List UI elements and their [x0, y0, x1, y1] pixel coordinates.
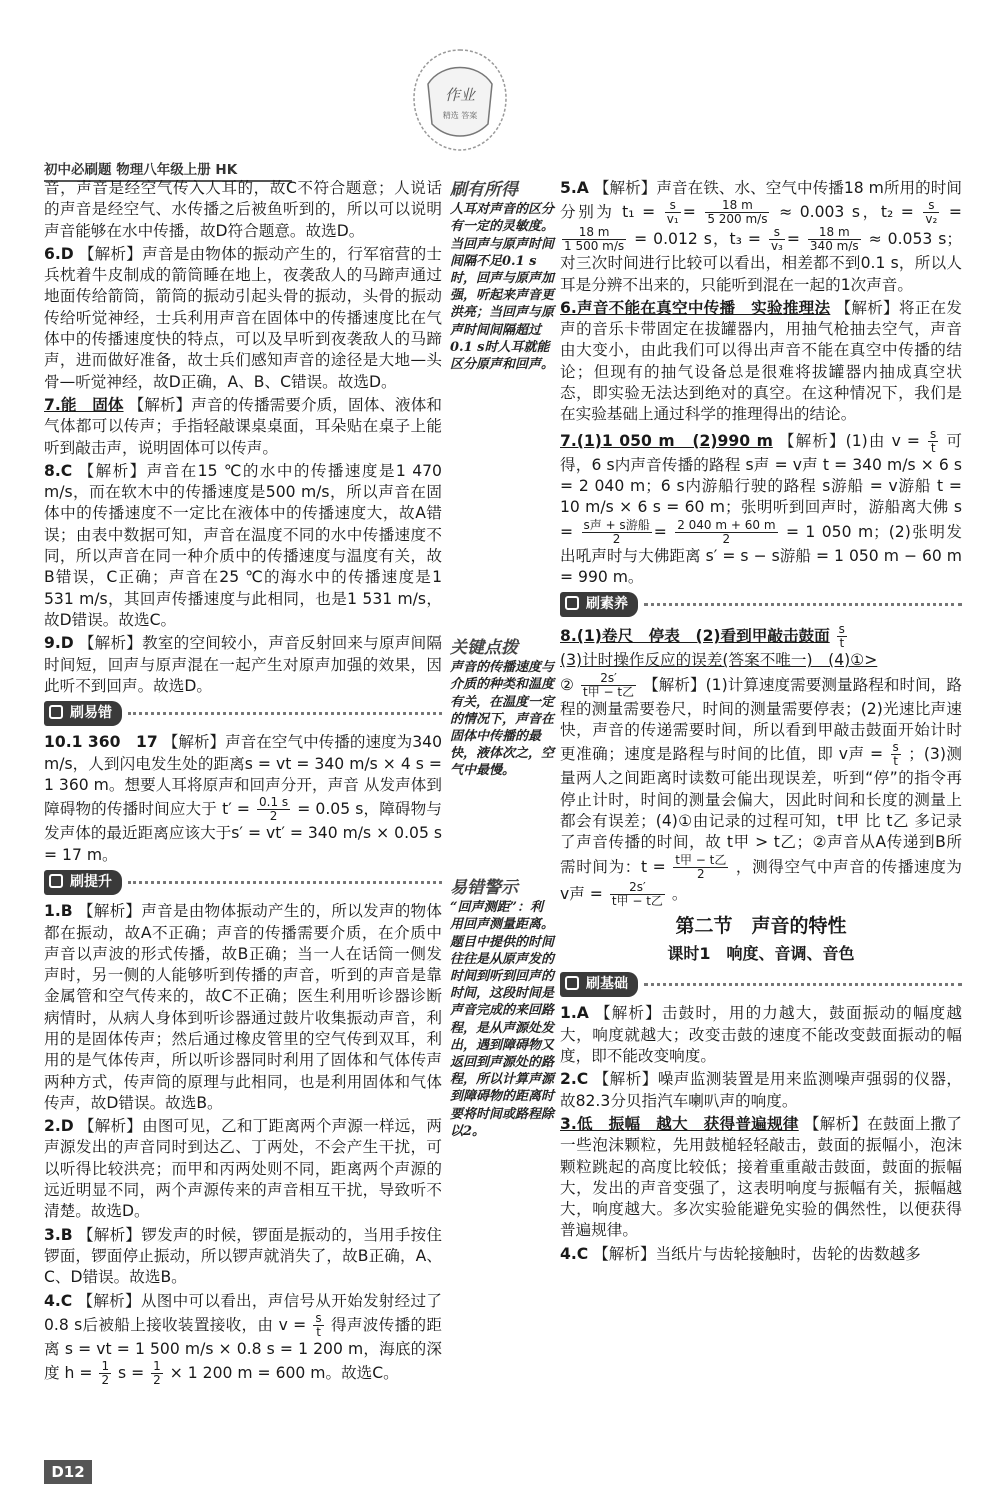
answer-number: 7.能 固体	[44, 395, 124, 414]
answer-text: 【解析】当纸片与齿轮接触时，齿轮的齿数越多	[593, 1244, 921, 1263]
fraction-denominator: t	[930, 440, 936, 455]
side-note-text: “回声测距”：利用回声测量距离。题目中提供的时间往往是从原声发的时间到听到回声的时间，这段时间是声音完成的来回路程，是从声源处发出，遇到障碍物又返回到声源处的路程，所以计算声源到障碍物的距离时要将时间或路程除以2。	[450, 900, 555, 1139]
chapter-heading: 第二节 声音的特性	[675, 914, 847, 937]
answer-text: = 0.012 s，t₃ =	[634, 230, 761, 249]
answer-item-t2	[44, 1116, 442, 1222]
answer-text: =	[948, 203, 962, 222]
section-tag-tisheng	[44, 870, 442, 895]
fraction-numerator: s	[930, 426, 937, 441]
fraction	[673, 854, 728, 881]
fraction-denominator: 2	[722, 531, 731, 546]
fraction-denominator: t	[316, 1324, 321, 1339]
svg-text:精选 答案: 精选 答案	[442, 111, 478, 120]
answer-text: ；(3)测量两人之间距离时读数可能出现误差，听到“停”的指令再停止计时，时间的测量会偏大，因此时间和长度的测量上都会有误差；(4)①由记录的过程可知，t甲 比 t乙 多记录了声音传播的时间，故 t甲 > t乙；②声音从A传递到B所需时间为：t =	[560, 745, 962, 876]
answer-item-t4	[44, 1291, 442, 1388]
fraction-denominator: t甲 − t乙	[611, 893, 663, 908]
answer-number: 1.B	[44, 902, 73, 921]
section-tag-label: 刷易错	[44, 701, 122, 726]
side-note-guanjiandianbo	[450, 640, 554, 780]
side-note-title: 易错警示	[450, 878, 518, 898]
answer-item-8	[44, 461, 442, 631]
section-tag-yicuo	[44, 701, 442, 726]
fraction	[562, 226, 626, 253]
fraction-numerator: s	[923, 199, 939, 213]
side-note-shuayousuode	[450, 182, 554, 373]
answer-number: 4.C	[560, 1244, 589, 1263]
fraction	[705, 199, 769, 226]
homework-stamp-logo	[408, 44, 512, 156]
answer-item-6r	[560, 298, 962, 426]
answer-text: 【解析】锣发声的时候，锣面是振动的，当用手按住锣面，锣面停止振动，所以锣声就消失了，故B正确，A、C、D错误。故选B。	[44, 1225, 442, 1287]
fraction-denominator: 2	[153, 1373, 161, 1388]
answer-number: 2.D	[44, 1117, 74, 1136]
side-note-title: 刷有所得	[450, 180, 518, 200]
section-tag-label: 刷基础	[560, 972, 638, 997]
fraction	[581, 672, 636, 699]
side-note-yicuojingshi	[450, 880, 554, 1140]
answer-number: 3.B	[44, 1225, 73, 1244]
fraction-denominator: 2	[696, 866, 705, 881]
answer-text: 【解析】声音的传播需要介质，固体、液体和气体都可以传声；手指轻敲课桌桌面，耳朵贴在桌子上能听到敲击声，说明固体可以传声。	[44, 395, 442, 457]
answer-number: 7.(1)1 050 m (2)990 m	[560, 431, 773, 450]
fraction	[257, 796, 290, 823]
answer-item-7	[44, 395, 442, 459]
answer-text: ≈ 0.053 s；对三次时间进行比较可以看出，相差都不到0.1 s，所以人耳是分辨不出来的，只能听到混在一起的1次声音。	[560, 230, 962, 294]
dotted-divider	[644, 983, 962, 986]
fraction	[610, 881, 665, 908]
fraction-denominator: t	[839, 636, 845, 651]
fraction-numerator: 1	[153, 1359, 161, 1374]
right-column	[560, 178, 962, 1267]
answer-text: = 1 050 m；(2)张明发出吼声时与大佛距离 s′ = s − s游船 = 1 050 m − 60 m = 990 m。	[560, 522, 962, 586]
fraction-numerator: s	[838, 622, 845, 637]
answer-number: 9.D	[44, 634, 74, 653]
answer-item-7r: 7.(1)1 050 m (2)990 m 【解析】(1)由 v = $\frac{s}{t}$ 可得，6 s内声音传播的路程 s声 = v声 t = 340 m/s × 6 s = 2 040 m；6 s内游船行驶的路程 s游船 = v游船 t = 10 m/s × 6 s = 60 m；张明听到回声时，游船离大佛 s = $\frac{\text{s声 + s游船}}{2}$ = $\frac{2 040 m + 60 m}{2}$ = 1 050 m；(2)张明发出吼声时与大佛距离 s′ = s − s游船 = 1 050 m − 60 m = 990 m。	[560, 426, 962, 586]
answer-number: 6.D	[44, 244, 74, 263]
fraction-denominator: 2	[101, 1373, 110, 1388]
dotted-divider	[644, 603, 962, 606]
fraction	[769, 226, 785, 253]
fraction-numerator: 2s′	[610, 881, 665, 895]
answer-text: s =	[118, 1364, 145, 1383]
dotted-divider	[128, 881, 442, 884]
answer-text: 。	[671, 884, 688, 903]
section-tag-jichu	[560, 972, 962, 997]
fraction-denominator: 2	[612, 531, 621, 546]
paragraph: 音，声音是经空气传入人耳的，故C不符合题意；人说话的声音是经空气、水传播之后被鱼听到的，所以可以说明声音能够在水中传播，故D符合题意。故选D。	[44, 179, 442, 240]
answer-number: 5.A	[560, 179, 589, 197]
answer-text: 【解析】在鼓面上撒了一些泡沫颗粒，先用鼓槌轻轻敲击，鼓面的振幅小，泡沫颗粒跳起的高度比较低；接着重重敲击鼓面，鼓面的振幅大，发出的声音变强了，这表明响度与振幅有关，振幅越大，响度越大。多次实验能避免实验的偶然性，以便获得普遍规律。	[560, 1114, 962, 1240]
page-number: D12	[44, 1460, 92, 1484]
fraction-denominator: v₂	[925, 212, 938, 227]
fraction	[151, 1360, 163, 1387]
dotted-divider	[128, 712, 442, 715]
answer-text: 【解析】(1)由 v =	[778, 431, 920, 450]
fraction-numerator: s	[315, 1310, 322, 1325]
fraction-denominator: 1 500 m/s	[564, 239, 625, 254]
answer-item-b4	[560, 1244, 962, 1265]
answer-text: 可得，6 s内声音传播的路程 s声 = v声 t = 340 m/s × 6 s = 2 040 m；6 s内游船行驶的路程 s游船 = v游船 t = 10 m/s × 6 s = 60 m；张明听到回声时，游船离大佛 s =	[560, 431, 962, 541]
answer-item-b1	[560, 1003, 962, 1067]
answer-number: 4.C	[44, 1291, 73, 1310]
answer-text: 【解析】声音是由物体振动产生的，所以发声的物体都在振动，故A不正确；声音的传播需要介质，在介质中声音以声波的形式传播，故B正确；当一人在话筒一侧发声时，另一侧的人能够听到传播的声音，听到的声音是靠金属管和空气传来的，故C不正确；医生利用听诊器诊断病情时，从病人身体到听诊器通过鼓片收集振动声音，利用的是固体传声；然后通过橡皮管里的空气传到双耳，利用的是气体传声，所以听诊器同时利用了固体和气体传声两种方式，传声筒的原理与此相同，也是利用固体和气体传声，故D错误。故选B。	[44, 902, 442, 1112]
fraction	[891, 741, 901, 768]
lesson-heading: 课时1 响度、音调、音色	[667, 943, 855, 963]
answer-number: 10.1 360 17	[44, 733, 158, 752]
answer-text: 【解析】从图中可以看出，声信号从开始发射经过了0.8 s后被船上接收装置接收，由 v =	[44, 1291, 442, 1334]
section-tag-label: 刷提升	[44, 870, 122, 895]
section-tag-label: 刷素养	[560, 592, 638, 617]
answer-item-9	[44, 633, 442, 697]
fraction	[665, 199, 681, 226]
fraction	[313, 1312, 323, 1339]
answer-text: ≈ 0.003 s，t₂ =	[779, 203, 914, 222]
fraction-numerator: 2 040 m + 60 m	[677, 517, 776, 532]
fraction	[808, 226, 861, 253]
answer-text: 【解析】噪声监测装置是用来监测噪声强弱的仪器，故82.3分贝指汽车喇叭声的响度。	[560, 1070, 962, 1110]
fraction-denominator: 340 m/s	[809, 239, 859, 254]
answer-item-5: 5.A 【解析】声音在铁、水、空气中传播18 m所用的时间分别为 t₁ = $\frac{s}{\text{v₁}}$ = $\frac{18 m}{5 200 m/s}$ ≈ 0.003 s，t₂ = $\frac{s}{\text{v₂}}$ = $\frac{18 m}{1 500 m/s}$ = 0.012 s，t₃ = $\frac{s}{\text{v₃}}$ = $\frac{18 m}{340 m/s}$ ≈ 0.053 s；对三次时间进行比较可以看出，相差都不到0.1 s，所以人耳是分辨不出来的，只能听到混在一起的1次声音。	[560, 179, 962, 294]
answer-item-10	[44, 732, 442, 865]
answer-text: 【解析】(1)计算速度需要测量路程和时间，路程的测量需要卷尺，时间的测量需要停表；(2)光速比声速快，声音的传递需要时间，所以看到甲敲击鼓面开始计时更准确；速度是路程与时间的比值，即 v声 =	[560, 675, 962, 764]
fraction	[99, 1360, 111, 1387]
answer-text: ，测得空气中声音的传播速度为 v声 =	[560, 857, 962, 903]
answer-number: 6.声音不能在真空中传播 实验推理法	[560, 298, 831, 317]
page-header: 初中必刷题 物理八年级上册 HK	[44, 158, 292, 182]
fraction	[837, 623, 847, 650]
fraction-numerator: 0.1 s	[259, 795, 289, 810]
answer-number: 3.低 振幅 越大 获得普遍规律	[560, 1114, 799, 1133]
svg-text:作业: 作业	[444, 86, 476, 104]
answer-text: 【解析】声音是由物体的振动产生的，行军宿营的士兵枕着牛皮制成的箭筒睡在地上，夜袭敌人的马蹄声通过地面传给箭筒，箭筒的振动引起头骨的振动，头骨的振动传给听觉神经，士兵利用声音在固体中的传播速度比在气体中的传播速度快的特点，可以及早听到夜袭敌人的马蹄声，进而做好准备，故士兵们感知声音的途径是大地—头骨—听觉神经，故D正确，A、B、C错误。故选D。	[44, 244, 442, 391]
fraction-denominator: 2	[269, 809, 278, 824]
fraction-numerator: 1	[101, 1359, 110, 1374]
answer-item-t1	[44, 901, 442, 1114]
answer-line: (3)计时操作反应的误差(答案不唯一) (4)①>	[560, 651, 878, 670]
fraction-denominator: t甲 − t乙	[583, 684, 635, 699]
answer-text: 得声波传播的距离 s = vt = 1 500 m/s × 0.8 s = 1 200 m，海底的深度 h =	[44, 1315, 442, 1383]
fraction-numerator: s	[892, 740, 899, 755]
fraction-numerator: t甲 − t乙	[675, 852, 727, 867]
fraction-denominator: v₁	[666, 212, 679, 227]
answer-number: 2.C	[560, 1070, 589, 1089]
answer-item-8r	[560, 623, 962, 907]
side-note-text: 人耳对声音的区分有一定的灵敏度。当回声与原声时间间隔不足0.1 s时，回声与原声加强，听起来声音更洪亮；当回声与原声时间间隔超过0.1 s时人耳就能区分原声和回声。	[450, 202, 555, 373]
answer-text: 从发声体到障碍物的传播时间应大于 t′ =	[44, 776, 442, 819]
answer-text: × 1 200 m = 600 m。故选C。	[169, 1364, 399, 1383]
fraction	[582, 519, 652, 546]
answer-number: 1.A	[560, 1004, 589, 1023]
answer-text: 【解析】声音在铁、水、空气中传播18 m所用的时间分别为 t₁ =	[560, 179, 962, 222]
fraction-numerator: s声 + s游船	[583, 517, 650, 532]
fraction-numerator: s	[665, 199, 681, 213]
answer-item-6	[44, 244, 442, 393]
answer-number: 8.(1)卷尺 停表 (2)看到甲敲击鼓面	[560, 627, 830, 646]
section-tag-suyang	[560, 592, 962, 617]
answer-number: 8.C	[44, 461, 73, 480]
answer-text: 【解析】击鼓时，用的力越大，鼓面振动的幅度越大，响度就越大；改变击鼓的速度不能改变鼓面振动的幅度，即不能改变响度。	[560, 1004, 962, 1066]
answer-text: = 0.05 s，障碍物与发声体的最近距离应该大于s′ = vt′ = 340 m/s × 0.05 s = 17 m。	[44, 800, 442, 864]
answer-text: 【解析】声音在15 ℃的水中的传播速度是1 470 m/s，而在软木中的传播速度是500 m/s，所以声音在固体中的传播速度不一定比在液体中的传播速度大，故A错误；由表中数据可知，声音在温度不同的水中传播速度不同，所以声音在同一种介质中的传播速度与温度有关，故B错误，C正确；声音在25 ℃的海水中的传播速度是1 531 m/s，其回声传播速度与此相同，也是1 531 m/s，故D错误。故选C。	[44, 461, 442, 629]
fraction-numerator: s	[769, 226, 785, 240]
fraction-numerator: 18 m	[705, 199, 769, 213]
answer-item-t3	[44, 1225, 442, 1289]
side-note-title: 关键点拨	[450, 638, 518, 658]
answer-item-b3	[560, 1114, 962, 1242]
answer-text: 【解析】由图可见，乙和丁距离两个声源一样远，两声源发出的声音同时到达乙、丁两处，不会产生干扰，可以听得比较洪亮；而甲和丙两处则不同，距离两个声源的远近明显不同，两个声源传来的声音相互干扰，导致听不清楚。故选D。	[44, 1117, 442, 1221]
fraction	[675, 519, 777, 546]
fraction	[923, 199, 939, 226]
answer-item-b2	[560, 1069, 962, 1112]
answer-text: ②	[560, 675, 575, 694]
fraction-denominator: t	[893, 754, 898, 769]
fraction-denominator: 5 200 m/s	[707, 212, 768, 227]
fraction-numerator: 18 m	[808, 226, 861, 240]
answer-text: 【解析】教室的空间较小，声音反射回来与原声间隔时间短，回声与原声混在一起产生对原声加强的效果，因此听不到回声。故选D。	[44, 634, 442, 695]
left-column	[44, 178, 442, 1389]
answer-text: 【解析】将正在发声的音乐卡带固定在拔罐器内，用抽气枪抽去空气，声音由大变小，由此我们可以得出声音不能在真空中传播的结论；但现有的抽气设备总是很难将拔罐器内抽成真空状态，即实验无法达到绝对的真空。在这种情况下，我们是在实验基础上通过科学的推理得出的结论。	[560, 298, 962, 424]
answer-text: 【解析】声音在空气中传播的速度为340 m/s，人到闪电发生处的距离s = vt = 340 m/s × 4 s = 1 360 m。想要人耳将原声和回声分开，声音	[44, 733, 442, 795]
side-note-text: 声音的传播速度与介质的种类和温度有关，在温度一定的情况下，声音在固体中传播的最快，液体次之，空气中最慢。	[450, 660, 555, 779]
fraction	[928, 428, 938, 455]
fraction-numerator: 2s′	[581, 672, 636, 686]
fraction-numerator: 18 m	[562, 226, 626, 240]
fraction-denominator: v₃	[770, 239, 783, 254]
